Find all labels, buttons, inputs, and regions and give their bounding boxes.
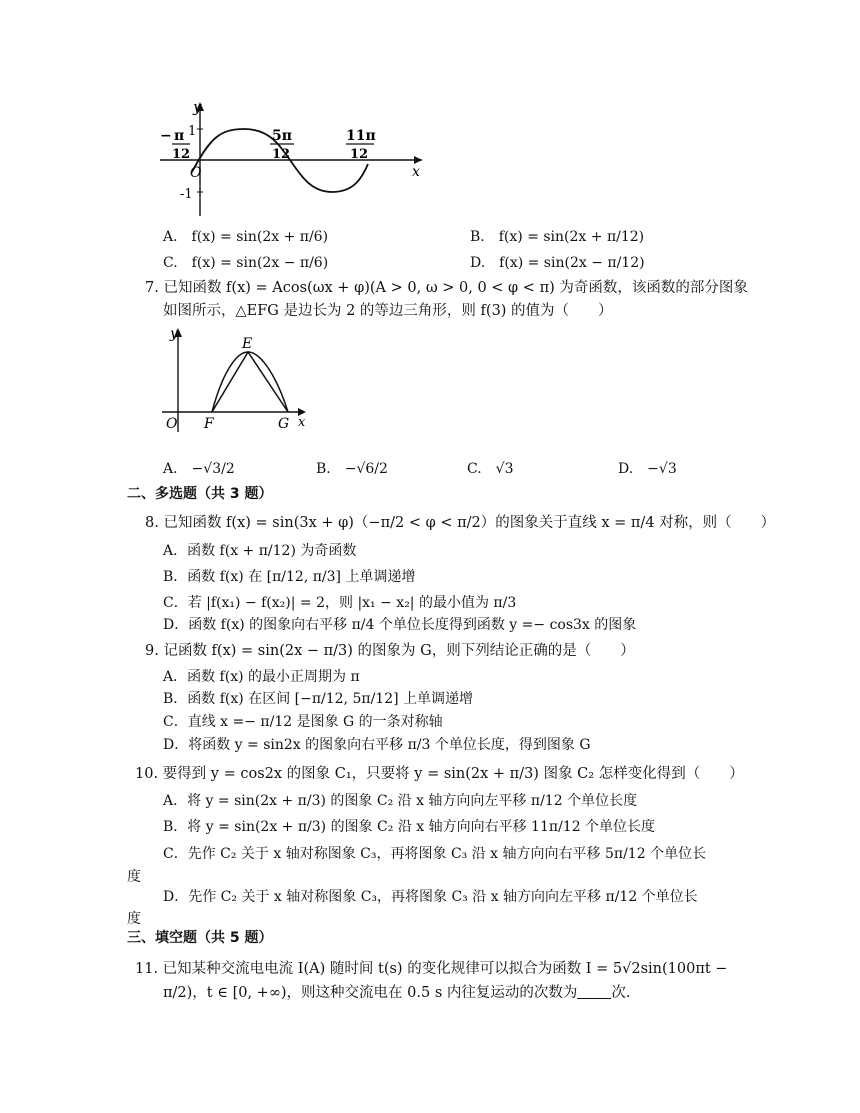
graph2-f: F: [204, 416, 214, 432]
q6-option-a[interactable]: A. f(x) = sin(2x + π/6): [163, 229, 329, 245]
q9-option-c[interactable]: C．直线 x =− π/12 是图象 G 的一条对称轴: [163, 714, 443, 730]
graph2-x-label: x: [298, 415, 306, 430]
q6-option-d[interactable]: D. f(x) = sin(2x − π/12): [470, 255, 645, 271]
graph1-x-label: x: [412, 164, 420, 180]
q7-option-c[interactable]: C. √3: [467, 461, 514, 477]
svg-text:11π: 11π: [346, 128, 376, 144]
graph-sine: [160, 98, 430, 218]
q7-option-d[interactable]: D. −√3: [618, 461, 677, 477]
q11-stem-line1: 11. 已知某种交流电电流 I(A) 随时间 t(s) 的变化规律可以拟合为函数 I = 5√2sin(100πt −: [135, 961, 728, 977]
q8-option-a[interactable]: A．函数 f(x + π/12) 为奇函数: [163, 543, 357, 559]
q8-option-c[interactable]: C．若 |f(x₁) − f(x₂)| = 2，则 |x₁ − x₂| 的最小值为 π/3: [163, 595, 517, 611]
svg-text:−: −: [160, 128, 172, 144]
graph-triangle: [160, 324, 310, 436]
q10-option-c-line2: 度: [127, 869, 141, 885]
graph1-tick-y-bottom: -1: [180, 187, 193, 202]
q10-option-d-line1[interactable]: D．先作 C₂ 关于 x 轴对称图象 C₃，再将图象 C₃ 沿 x 轴方向向左平移 π/12 个单位长: [163, 889, 698, 905]
svg-text:12: 12: [350, 147, 369, 162]
q9-option-d[interactable]: D．将函数 y = sin2x 的图象向右平移 π/3 个单位长度，得到图象 G: [163, 737, 591, 753]
q6-option-c[interactable]: C. f(x) = sin(2x − π/6): [163, 255, 329, 271]
section-heading-fill: 三、填空题（共 5 题）: [127, 930, 273, 946]
q9-option-a[interactable]: A．函数 f(x) 的最小正周期为 π: [163, 669, 360, 685]
q6-option-b[interactable]: B. f(x) = sin(2x + π/12): [470, 229, 645, 245]
q11-stem-line2-text: π/2)，t ∈ [0, +∞)，则这种交流电在 0.5 s 内往复运动的次数为: [163, 985, 578, 1001]
q7-option-a[interactable]: A. −√3/2: [163, 461, 235, 477]
q9-option-b[interactable]: B．函数 f(x) 在区间 [−π/12, 5π/12] 上单调递增: [163, 691, 474, 707]
q10-option-d-line2: 度: [127, 911, 141, 927]
svg-text:5π: 5π: [272, 128, 292, 144]
q8-stem: 8. 已知函数 f(x) = sin(3x + φ)（−π/2 < φ < π/2）的图象关于直线 x = π/4 对称，则（ ）: [145, 515, 776, 531]
q9-stem: 9. 记函数 f(x) = sin(2x − π/3) 的图象为 G，则下列结论正确的是（ ）: [145, 643, 635, 659]
q11-stem-line2-end: 次.: [611, 985, 631, 1001]
q7-stem-line2: 如图所示，△EFG 是边长为 2 的等边三角形，则 f(3) 的值为（ ）: [163, 303, 613, 319]
graph1-y-label: y: [193, 98, 202, 116]
q10-option-c-line1[interactable]: C．先作 C₂ 关于 x 轴对称图象 C₃，再将图象 C₃ 沿 x 轴方向向右平移 5π/12 个单位长: [163, 846, 707, 862]
graph2-e: E: [242, 336, 253, 352]
svg-text:π: π: [174, 128, 185, 144]
q7-option-b[interactable]: B. −√6/2: [316, 461, 388, 477]
section-heading-multi: 二、多选题（共 3 题）: [127, 486, 273, 502]
graph2-y-label: y: [170, 326, 178, 342]
svg-text:12: 12: [172, 147, 191, 162]
q7-stem-line1: 7. 已知函数 f(x) = Acos(ωx + φ)(A > 0, ω > 0, 0 < φ < π) 为奇函数，该函数的部分图象: [145, 280, 748, 296]
q11-answer-blank[interactable]: [577, 984, 611, 999]
svg-text:12: 12: [272, 147, 291, 162]
q8-option-d[interactable]: D．函数 f(x) 的图象向右平移 π/4 个单位长度得到函数 y =− cos3x 的图象: [163, 617, 637, 633]
graph2-g: G: [278, 416, 290, 432]
q10-option-b[interactable]: B．将 y = sin(2x + π/3) 的图象 C₂ 沿 x 轴方向向右平移 11π/12 个单位长度: [163, 819, 656, 835]
q11-stem-line2: [163, 981, 631, 1002]
graph1-tick-y-top: 1: [188, 124, 197, 139]
q10-stem: 10. 要得到 y = cos2x 的图象 C₁，只要将 y = sin(2x + π/3) 图象 C₂ 怎样变化得到（ ）: [135, 766, 744, 782]
graph1-origin: O: [190, 165, 202, 181]
graph2-origin: O: [166, 416, 178, 432]
q8-option-b[interactable]: B．函数 f(x) 在 [π/12, π/3] 上单调递增: [163, 569, 416, 585]
q10-option-a[interactable]: A．将 y = sin(2x + π/3) 的图象 C₂ 沿 x 轴方向向左平移 π/12 个单位长度: [163, 793, 638, 809]
